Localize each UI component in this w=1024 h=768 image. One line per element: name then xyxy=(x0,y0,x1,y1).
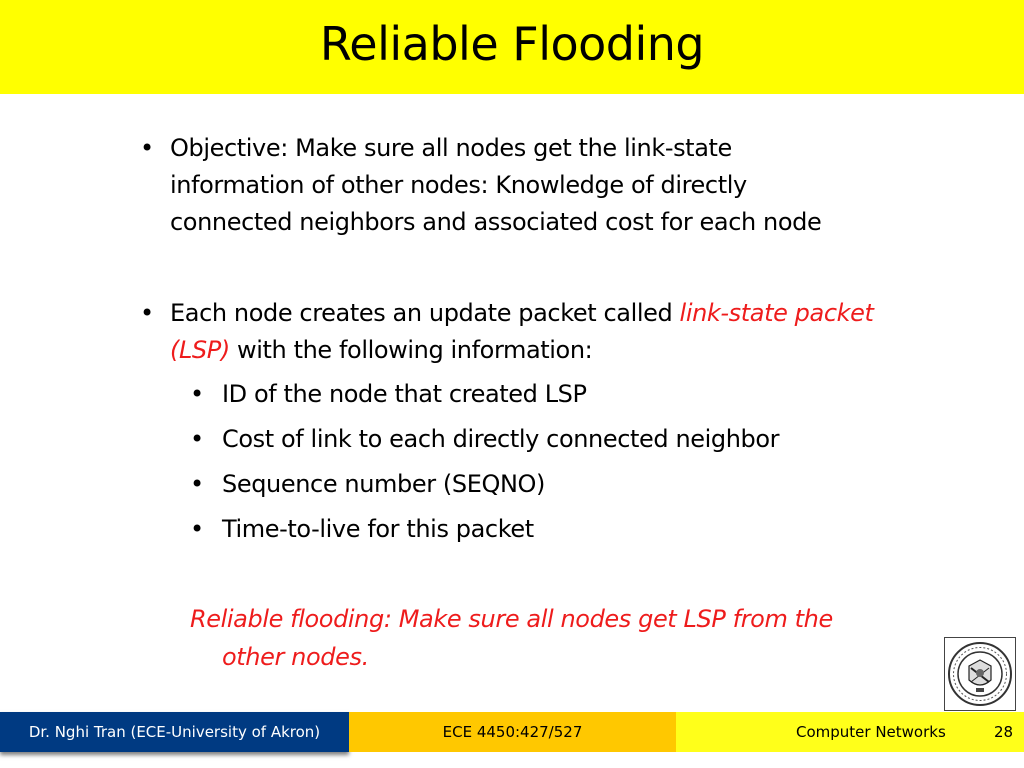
slide-footer xyxy=(0,712,1024,752)
footer-course-name: Computer Networks xyxy=(796,723,946,741)
footer-author: Dr. Nghi Tran (ECE-University of Akron) xyxy=(0,712,349,752)
bullet-1-line-2: information of other nodes: Knowledge of directly xyxy=(170,171,747,199)
note-line-2: other nodes. xyxy=(222,643,369,671)
sub-bullet-3: Sequence number (SEQNO) xyxy=(222,470,545,498)
sub-bullet-2: Cost of link to each directly connected neighbor xyxy=(222,425,780,453)
sub-bullet-1: ID of the node that created LSP xyxy=(222,380,587,408)
bullet-2-prefix: Each node creates an update packet called xyxy=(170,299,680,327)
bullet-2-line-1 xyxy=(170,295,874,332)
footer-course-code: ECE 4450:427/527 xyxy=(349,712,676,752)
sub-bullet-4: Time-to-live for this packet xyxy=(222,515,534,543)
footer-page-number: 28 xyxy=(994,723,1014,741)
sub-bullet-dot-1: • xyxy=(190,380,204,408)
bullet-dot-2: • xyxy=(140,299,154,327)
bullet-2-suffix: with the following information: xyxy=(229,336,593,364)
slide-title: Reliable Flooding xyxy=(319,17,705,71)
sub-bullet-dot-4: • xyxy=(190,515,204,543)
bullet-2-line-2 xyxy=(170,332,592,369)
university-seal-icon xyxy=(944,637,1016,711)
lsp-abbrev-highlight: (LSP) xyxy=(170,336,230,364)
sub-bullet-dot-2: • xyxy=(190,425,204,453)
lsp-term-highlight: link-state packet xyxy=(679,299,874,327)
sub-bullet-dot-3: • xyxy=(190,470,204,498)
bullet-dot-1: • xyxy=(140,134,154,162)
note-line-1: Reliable flooding: Make sure all nodes get LSP from the xyxy=(190,605,833,633)
reliable-flooding-note xyxy=(190,600,970,676)
bullet-1-line-3: connected neighbors and associated cost for each node xyxy=(170,208,822,236)
footer-right-section xyxy=(676,712,1024,752)
bullet-1-line-1: Objective: Make sure all nodes get the link-state xyxy=(170,134,732,162)
